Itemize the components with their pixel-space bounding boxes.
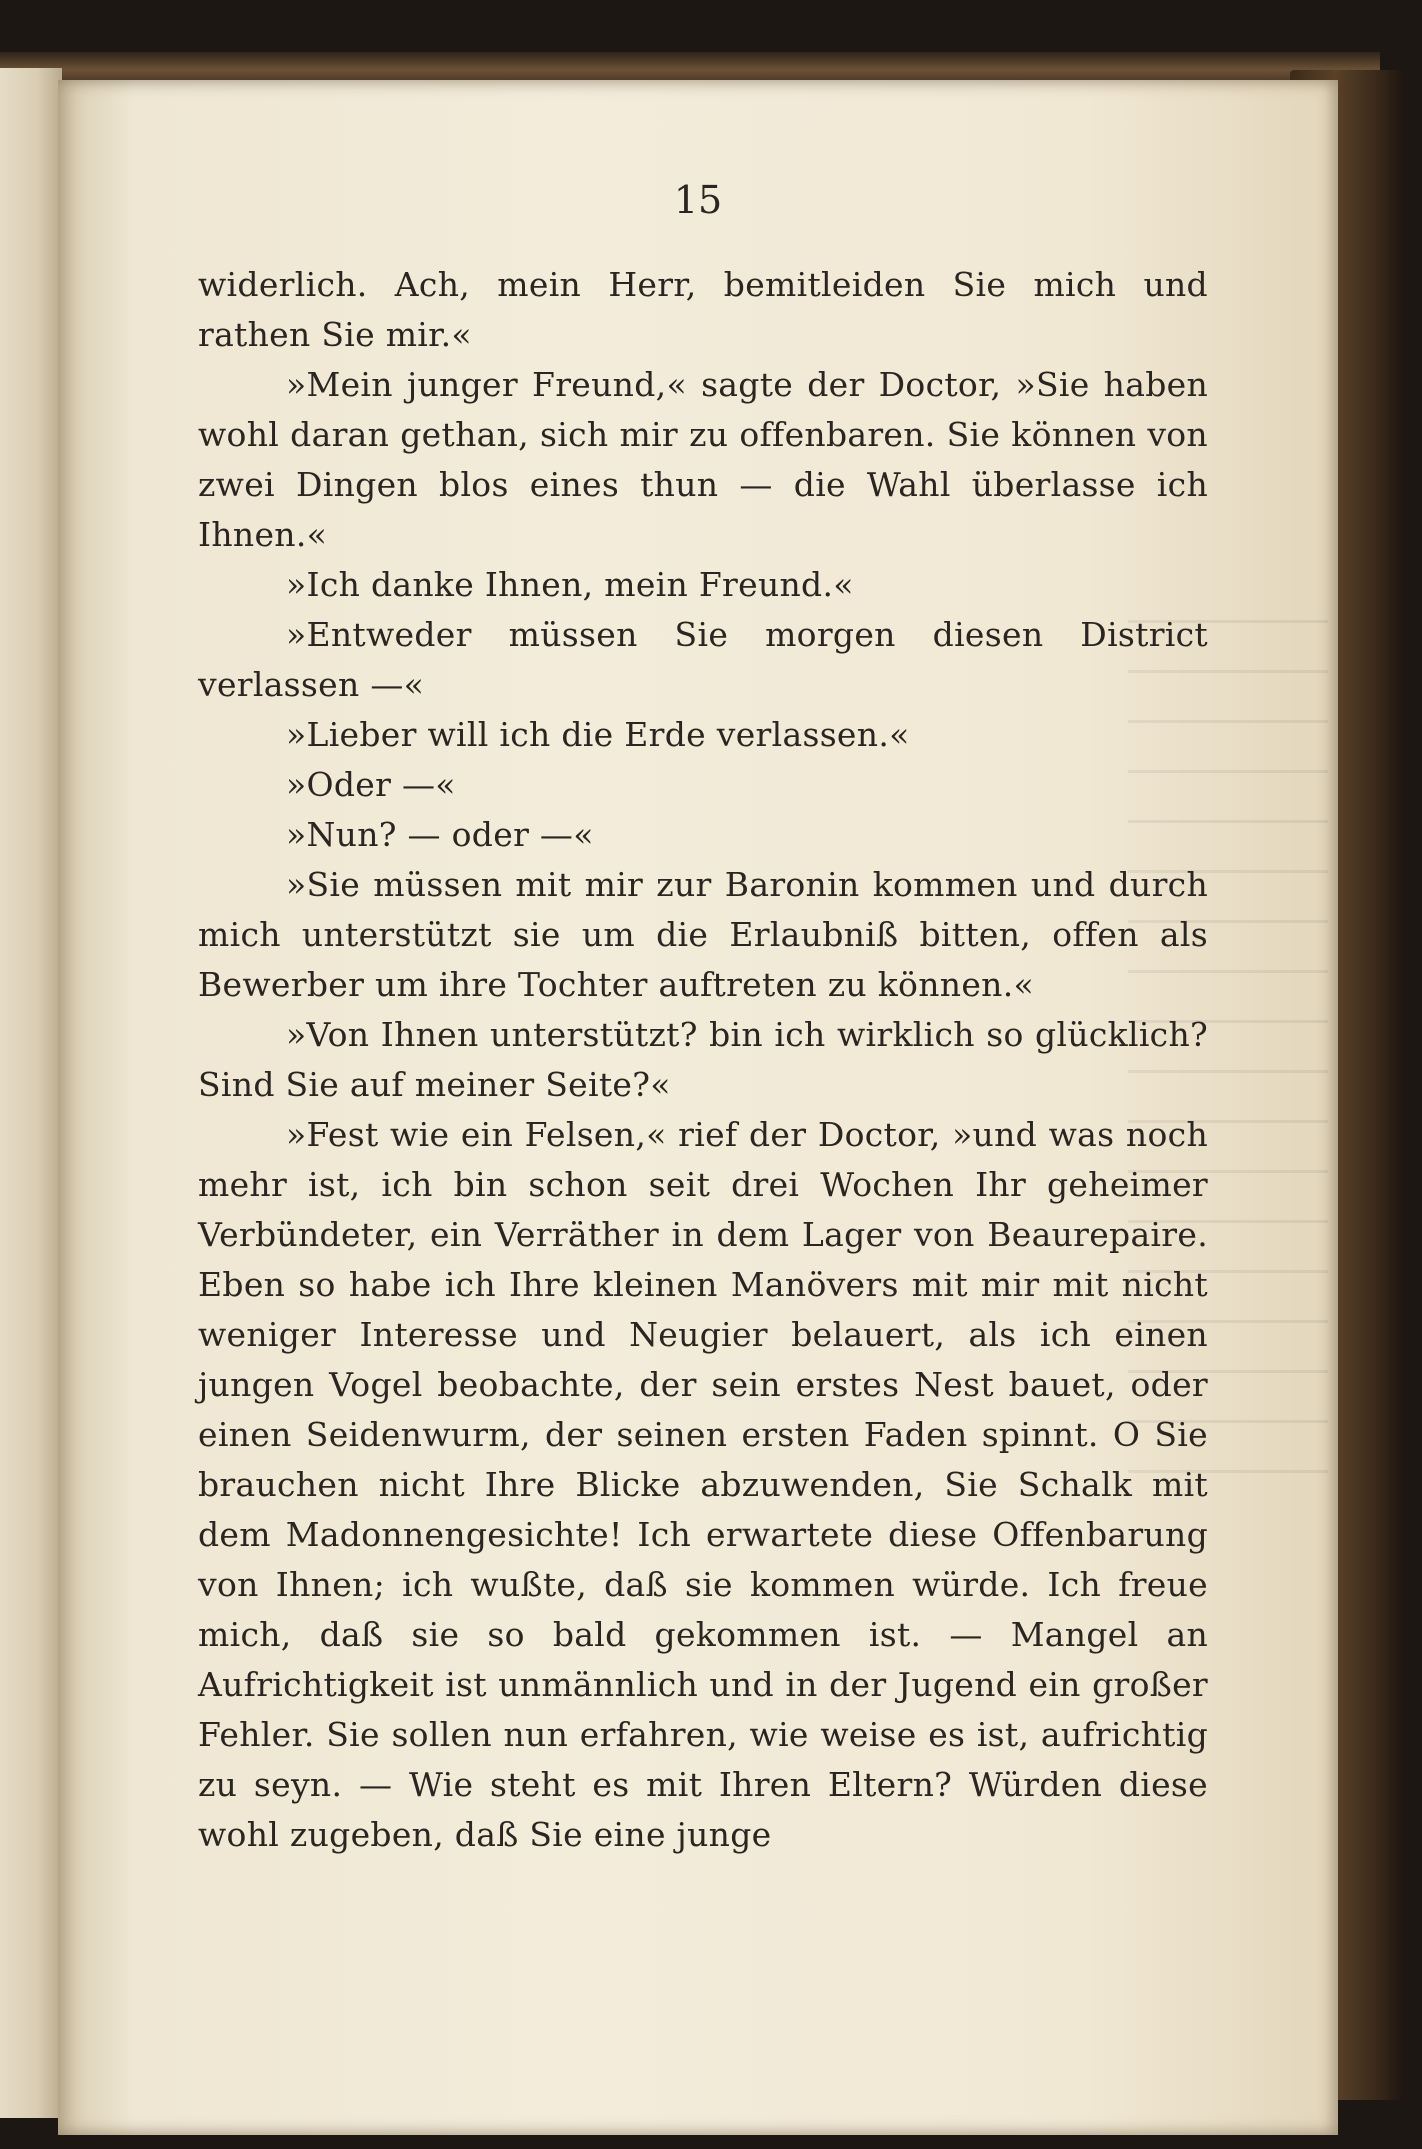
paragraph: »Von Ihnen unterstützt? bin ich wirklich so glücklich? Sind Sie auf meiner Seite?« (198, 1015, 1208, 1104)
paragraph: »Entweder müssen Sie morgen diesen District verlassen —« (198, 615, 1208, 704)
page-text (198, 260, 1208, 1860)
paragraph: »Ich danke Ihnen, mein Freund.« (286, 565, 854, 604)
book-page (58, 80, 1338, 2135)
paragraph: »Lieber will ich die Erde verlassen.« (286, 715, 910, 754)
paragraph: »Sie müssen mit mir zur Baronin kommen und durch mich unterstützt sie um die Erlaubniß bitten, offen als Bewerber um ihre Tochter auftreten zu können.« (198, 865, 1208, 1004)
paragraph: »Mein junger Freund,« sagte der Doctor, »Sie haben wohl daran gethan, sich mir zu offenbaren. Sie können von zwei Dingen blos eines thun — die Wahl überlasse ich Ihnen.« (198, 365, 1208, 554)
facing-page-edge (0, 68, 62, 2118)
paragraph: widerlich. Ach, mein Herr, bemitleiden Sie mich und rathen Sie mir.« (198, 265, 1208, 354)
paragraph: »Oder —« (286, 765, 456, 804)
paragraph: »Fest wie ein Felsen,« rief der Doctor, »und was noch mehr ist, ich bin schon seit drei Wochen Ihr geheimer Verbündeter, ein Verräther in dem Lager von Beaurepaire. Eben so habe ich Ihre kleinen Manövers mit mir mit nicht weniger Interesse und Neugier belauert, als ich einen jungen Vogel beobachte, der sein erstes Nest bauet, oder einen Seidenwurm, der seinen ersten Faden spinnt. O Sie brauchen nicht Ihre Blicke abzuwenden, Sie Schalk mit dem Madonnengesichte! Ich erwartete diese Offenbarung von Ihnen; ich wußte, daß sie kommen würde. Ich freue mich, daß sie so bald gekommen ist. — Mangel an Aufrichtigkeit ist unmännlich und in der Jugend ein großer Fehler. Sie sollen nun erfahren, wie weise es ist, aufrichtig zu seyn. — Wie steht es mit Ihren Eltern? Würden diese wohl zugeben, daß Sie eine junge (198, 1115, 1208, 1854)
page-number: 15 (673, 178, 723, 222)
book-top-edge (0, 52, 1380, 82)
paragraph: »Nun? — oder —« (286, 815, 594, 854)
